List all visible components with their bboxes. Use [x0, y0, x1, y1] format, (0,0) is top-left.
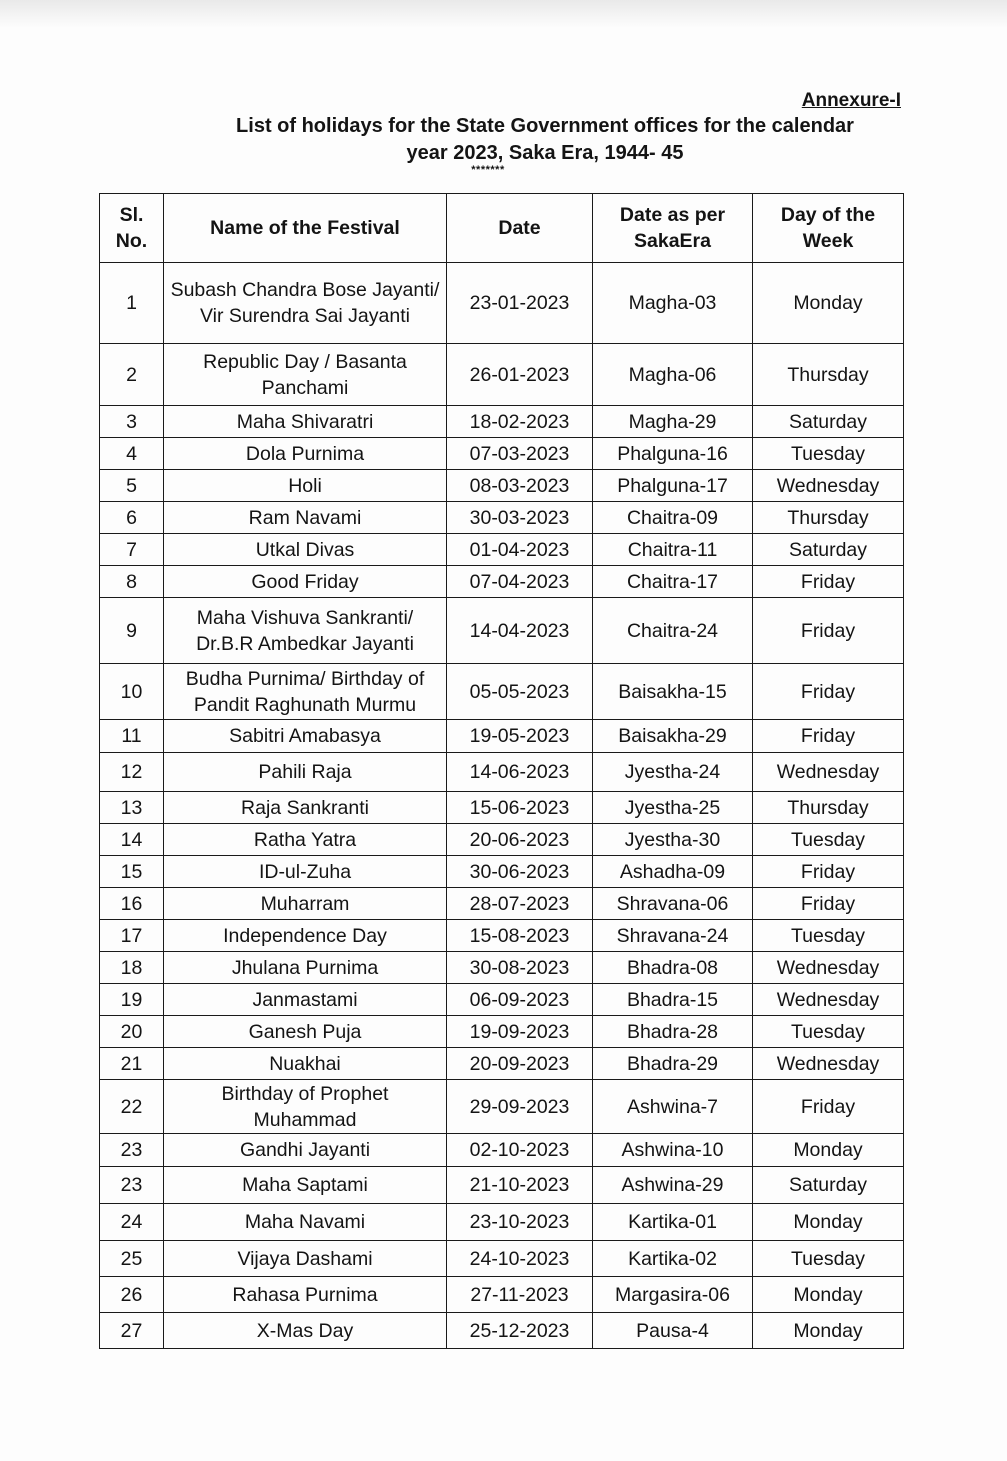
cell-saka-date: Phalguna-16 [593, 438, 753, 470]
cell-sl-no: 8 [100, 566, 164, 598]
cell-sl-no: 7 [100, 534, 164, 566]
table-header-row [100, 194, 904, 263]
cell-day-of-week: Monday [753, 1313, 904, 1349]
cell-festival-name: Vijaya Dashami [164, 1241, 447, 1277]
cell-festival-name: ID-ul-Zuha [164, 856, 447, 888]
cell-day-of-week: Tuesday [753, 920, 904, 952]
table-row [100, 824, 904, 856]
cell-festival-name: Sabitri Amabasya [164, 720, 447, 753]
cell-day-of-week: Monday [753, 1277, 904, 1313]
cell-date: 14-04-2023 [447, 598, 593, 664]
cell-saka-date: Baisakha-29 [593, 720, 753, 753]
cell-day-of-week: Friday [753, 888, 904, 920]
table-row [100, 984, 904, 1016]
table-row [100, 753, 904, 792]
table-row [100, 1313, 904, 1349]
cell-saka-date: Ashwina-29 [593, 1167, 753, 1204]
cell-day-of-week: Wednesday [753, 753, 904, 792]
table-row [100, 598, 904, 664]
cell-day-of-week: Monday [753, 1134, 904, 1167]
table-row [100, 344, 904, 406]
table-row [100, 566, 904, 598]
title-line-1: List of holidays for the State Government offices for the calendar [236, 115, 854, 137]
cell-day-of-week: Friday [753, 1080, 904, 1134]
cell-saka-date: Chaitra-24 [593, 598, 753, 664]
cell-saka-date: Pausa-4 [593, 1313, 753, 1349]
table-row [100, 1016, 904, 1048]
cell-date: 23-01-2023 [447, 263, 593, 344]
cell-festival-name: Birthday of Prophet Muhammad [164, 1080, 447, 1134]
cell-day-of-week: Wednesday [753, 470, 904, 502]
cell-saka-date: Jyestha-24 [593, 753, 753, 792]
header-day-of-week: Day of the Week [753, 194, 904, 263]
cell-festival-name: X-Mas Day [164, 1313, 447, 1349]
cell-day-of-week: Wednesday [753, 1048, 904, 1080]
cell-sl-no: 10 [100, 664, 164, 720]
cell-saka-date: Chaitra-09 [593, 502, 753, 534]
cell-day-of-week: Thursday [753, 792, 904, 824]
cell-festival-name: Independence Day [164, 920, 447, 952]
cell-date: 27-11-2023 [447, 1277, 593, 1313]
cell-sl-no: 23 [100, 1167, 164, 1204]
cell-sl-no: 22 [100, 1080, 164, 1134]
cell-day-of-week: Friday [753, 566, 904, 598]
cell-festival-name: Maha Vishuva Sankranti/ Dr.B.R Ambedkar Jayanti [164, 598, 447, 664]
cell-festival-name: Utkal Divas [164, 534, 447, 566]
cell-festival-name: Ganesh Puja [164, 1016, 447, 1048]
cell-saka-date: Ashwina-10 [593, 1134, 753, 1167]
cell-festival-name: Muharram [164, 888, 447, 920]
table-row [100, 263, 904, 344]
table-row [100, 1134, 904, 1167]
cell-sl-no: 9 [100, 598, 164, 664]
cell-festival-name: Subash Chandra Bose Jayanti/ Vir Surendra Sai Jayanti [164, 263, 447, 344]
cell-sl-no: 5 [100, 470, 164, 502]
cell-day-of-week: Monday [753, 263, 904, 344]
cell-day-of-week: Friday [753, 598, 904, 664]
cell-date: 23-10-2023 [447, 1204, 593, 1241]
cell-date: 21-10-2023 [447, 1167, 593, 1204]
cell-day-of-week: Tuesday [753, 1016, 904, 1048]
table-row [100, 792, 904, 824]
cell-festival-name: Dola Purnima [164, 438, 447, 470]
table-row [100, 920, 904, 952]
cell-date: 02-10-2023 [447, 1134, 593, 1167]
cell-sl-no: 12 [100, 753, 164, 792]
cell-sl-no: 21 [100, 1048, 164, 1080]
cell-saka-date: Ashadha-09 [593, 856, 753, 888]
title-separator-stars: ******* [471, 164, 505, 176]
table-body [100, 263, 904, 1349]
cell-saka-date: Bhadra-29 [593, 1048, 753, 1080]
cell-date: 05-05-2023 [447, 664, 593, 720]
cell-day-of-week: Monday [753, 1204, 904, 1241]
cell-sl-no: 1 [100, 263, 164, 344]
cell-saka-date: Margasira-06 [593, 1277, 753, 1313]
table-row [100, 888, 904, 920]
cell-saka-date: Ashwina-7 [593, 1080, 753, 1134]
cell-date: 01-04-2023 [447, 534, 593, 566]
cell-sl-no: 19 [100, 984, 164, 1016]
cell-festival-name: Good Friday [164, 566, 447, 598]
cell-day-of-week: Saturday [753, 406, 904, 438]
cell-sl-no: 6 [100, 502, 164, 534]
cell-day-of-week: Thursday [753, 344, 904, 406]
table-row [100, 952, 904, 984]
cell-sl-no: 2 [100, 344, 164, 406]
table-row [100, 720, 904, 753]
cell-festival-name: Budha Purnima/ Birthday of Pandit Raghunath Murmu [164, 664, 447, 720]
table-row [100, 438, 904, 470]
cell-festival-name: Ram Navami [164, 502, 447, 534]
cell-saka-date: Chaitra-11 [593, 534, 753, 566]
cell-sl-no: 26 [100, 1277, 164, 1313]
cell-sl-no: 23 [100, 1134, 164, 1167]
cell-sl-no: 3 [100, 406, 164, 438]
cell-saka-date: Shravana-24 [593, 920, 753, 952]
annexure-label: Annexure-I [801, 90, 901, 111]
cell-date: 30-08-2023 [447, 952, 593, 984]
cell-festival-name: Rahasa Purnima [164, 1277, 447, 1313]
table-row [100, 856, 904, 888]
header-saka-date: Date as per SakaEra [593, 194, 753, 263]
header-festival-name: Name of the Festival [164, 194, 447, 263]
cell-date: 30-06-2023 [447, 856, 593, 888]
cell-festival-name: Republic Day / Basanta Panchami [164, 344, 447, 406]
cell-date: 30-03-2023 [447, 502, 593, 534]
cell-saka-date: Shravana-06 [593, 888, 753, 920]
cell-saka-date: Kartika-01 [593, 1204, 753, 1241]
cell-saka-date: Jyestha-30 [593, 824, 753, 856]
cell-saka-date: Kartika-02 [593, 1241, 753, 1277]
cell-day-of-week: Tuesday [753, 438, 904, 470]
cell-festival-name: Pahili Raja [164, 753, 447, 792]
cell-day-of-week: Friday [753, 856, 904, 888]
table-row [100, 470, 904, 502]
cell-date: 07-04-2023 [447, 566, 593, 598]
cell-festival-name: Maha Shivaratri [164, 406, 447, 438]
cell-date: 19-09-2023 [447, 1016, 593, 1048]
cell-sl-no: 4 [100, 438, 164, 470]
cell-festival-name: Ratha Yatra [164, 824, 447, 856]
table-row [100, 502, 904, 534]
cell-saka-date: Bhadra-15 [593, 984, 753, 1016]
cell-date: 06-09-2023 [447, 984, 593, 1016]
cell-sl-no: 17 [100, 920, 164, 952]
cell-sl-no: 16 [100, 888, 164, 920]
table-row [100, 1167, 904, 1204]
cell-date: 25-12-2023 [447, 1313, 593, 1349]
cell-sl-no: 18 [100, 952, 164, 984]
document-title [150, 113, 940, 167]
cell-festival-name: Maha Navami [164, 1204, 447, 1241]
cell-festival-name: Nuakhai [164, 1048, 447, 1080]
cell-sl-no: 20 [100, 1016, 164, 1048]
cell-date: 19-05-2023 [447, 720, 593, 753]
cell-sl-no: 24 [100, 1204, 164, 1241]
cell-day-of-week: Thursday [753, 502, 904, 534]
table-row [100, 664, 904, 720]
cell-festival-name: Gandhi Jayanti [164, 1134, 447, 1167]
table-row [100, 1080, 904, 1134]
cell-date: 15-06-2023 [447, 792, 593, 824]
page-top-shadow [0, 0, 1007, 28]
table-row [100, 1277, 904, 1313]
cell-saka-date: Magha-06 [593, 344, 753, 406]
cell-day-of-week: Tuesday [753, 1241, 904, 1277]
cell-saka-date: Baisakha-15 [593, 664, 753, 720]
cell-festival-name: Maha Saptami [164, 1167, 447, 1204]
cell-date: 18-02-2023 [447, 406, 593, 438]
title-line-2: year 2023, Saka Era, 1944- 45 [406, 142, 684, 164]
cell-date: 24-10-2023 [447, 1241, 593, 1277]
cell-sl-no: 27 [100, 1313, 164, 1349]
cell-sl-no: 25 [100, 1241, 164, 1277]
table-row [100, 1204, 904, 1241]
cell-saka-date: Chaitra-17 [593, 566, 753, 598]
table-row [100, 1048, 904, 1080]
cell-date: 29-09-2023 [447, 1080, 593, 1134]
cell-festival-name: Holi [164, 470, 447, 502]
table-row [100, 534, 904, 566]
cell-day-of-week: Wednesday [753, 984, 904, 1016]
cell-festival-name: Raja Sankranti [164, 792, 447, 824]
cell-date: 20-09-2023 [447, 1048, 593, 1080]
cell-saka-date: Bhadra-08 [593, 952, 753, 984]
cell-festival-name: Janmastami [164, 984, 447, 1016]
cell-day-of-week: Tuesday [753, 824, 904, 856]
cell-date: 28-07-2023 [447, 888, 593, 920]
cell-saka-date: Phalguna-17 [593, 470, 753, 502]
cell-saka-date: Magha-03 [593, 263, 753, 344]
cell-day-of-week: Friday [753, 720, 904, 753]
header-date: Date [447, 194, 593, 263]
cell-festival-name: Jhulana Purnima [164, 952, 447, 984]
cell-sl-no: 15 [100, 856, 164, 888]
cell-sl-no: 14 [100, 824, 164, 856]
holiday-table [99, 193, 904, 1349]
cell-day-of-week: Saturday [753, 1167, 904, 1204]
cell-date: 26-01-2023 [447, 344, 593, 406]
cell-saka-date: Bhadra-28 [593, 1016, 753, 1048]
cell-sl-no: 13 [100, 792, 164, 824]
table-row [100, 406, 904, 438]
cell-sl-no: 11 [100, 720, 164, 753]
header-sl-no: Sl. No. [100, 194, 164, 263]
cell-date: 14-06-2023 [447, 753, 593, 792]
cell-date: 20-06-2023 [447, 824, 593, 856]
cell-date: 15-08-2023 [447, 920, 593, 952]
cell-date: 07-03-2023 [447, 438, 593, 470]
cell-day-of-week: Friday [753, 664, 904, 720]
cell-saka-date: Jyestha-25 [593, 792, 753, 824]
cell-day-of-week: Saturday [753, 534, 904, 566]
cell-day-of-week: Wednesday [753, 952, 904, 984]
cell-date: 08-03-2023 [447, 470, 593, 502]
table-row [100, 1241, 904, 1277]
cell-saka-date: Magha-29 [593, 406, 753, 438]
